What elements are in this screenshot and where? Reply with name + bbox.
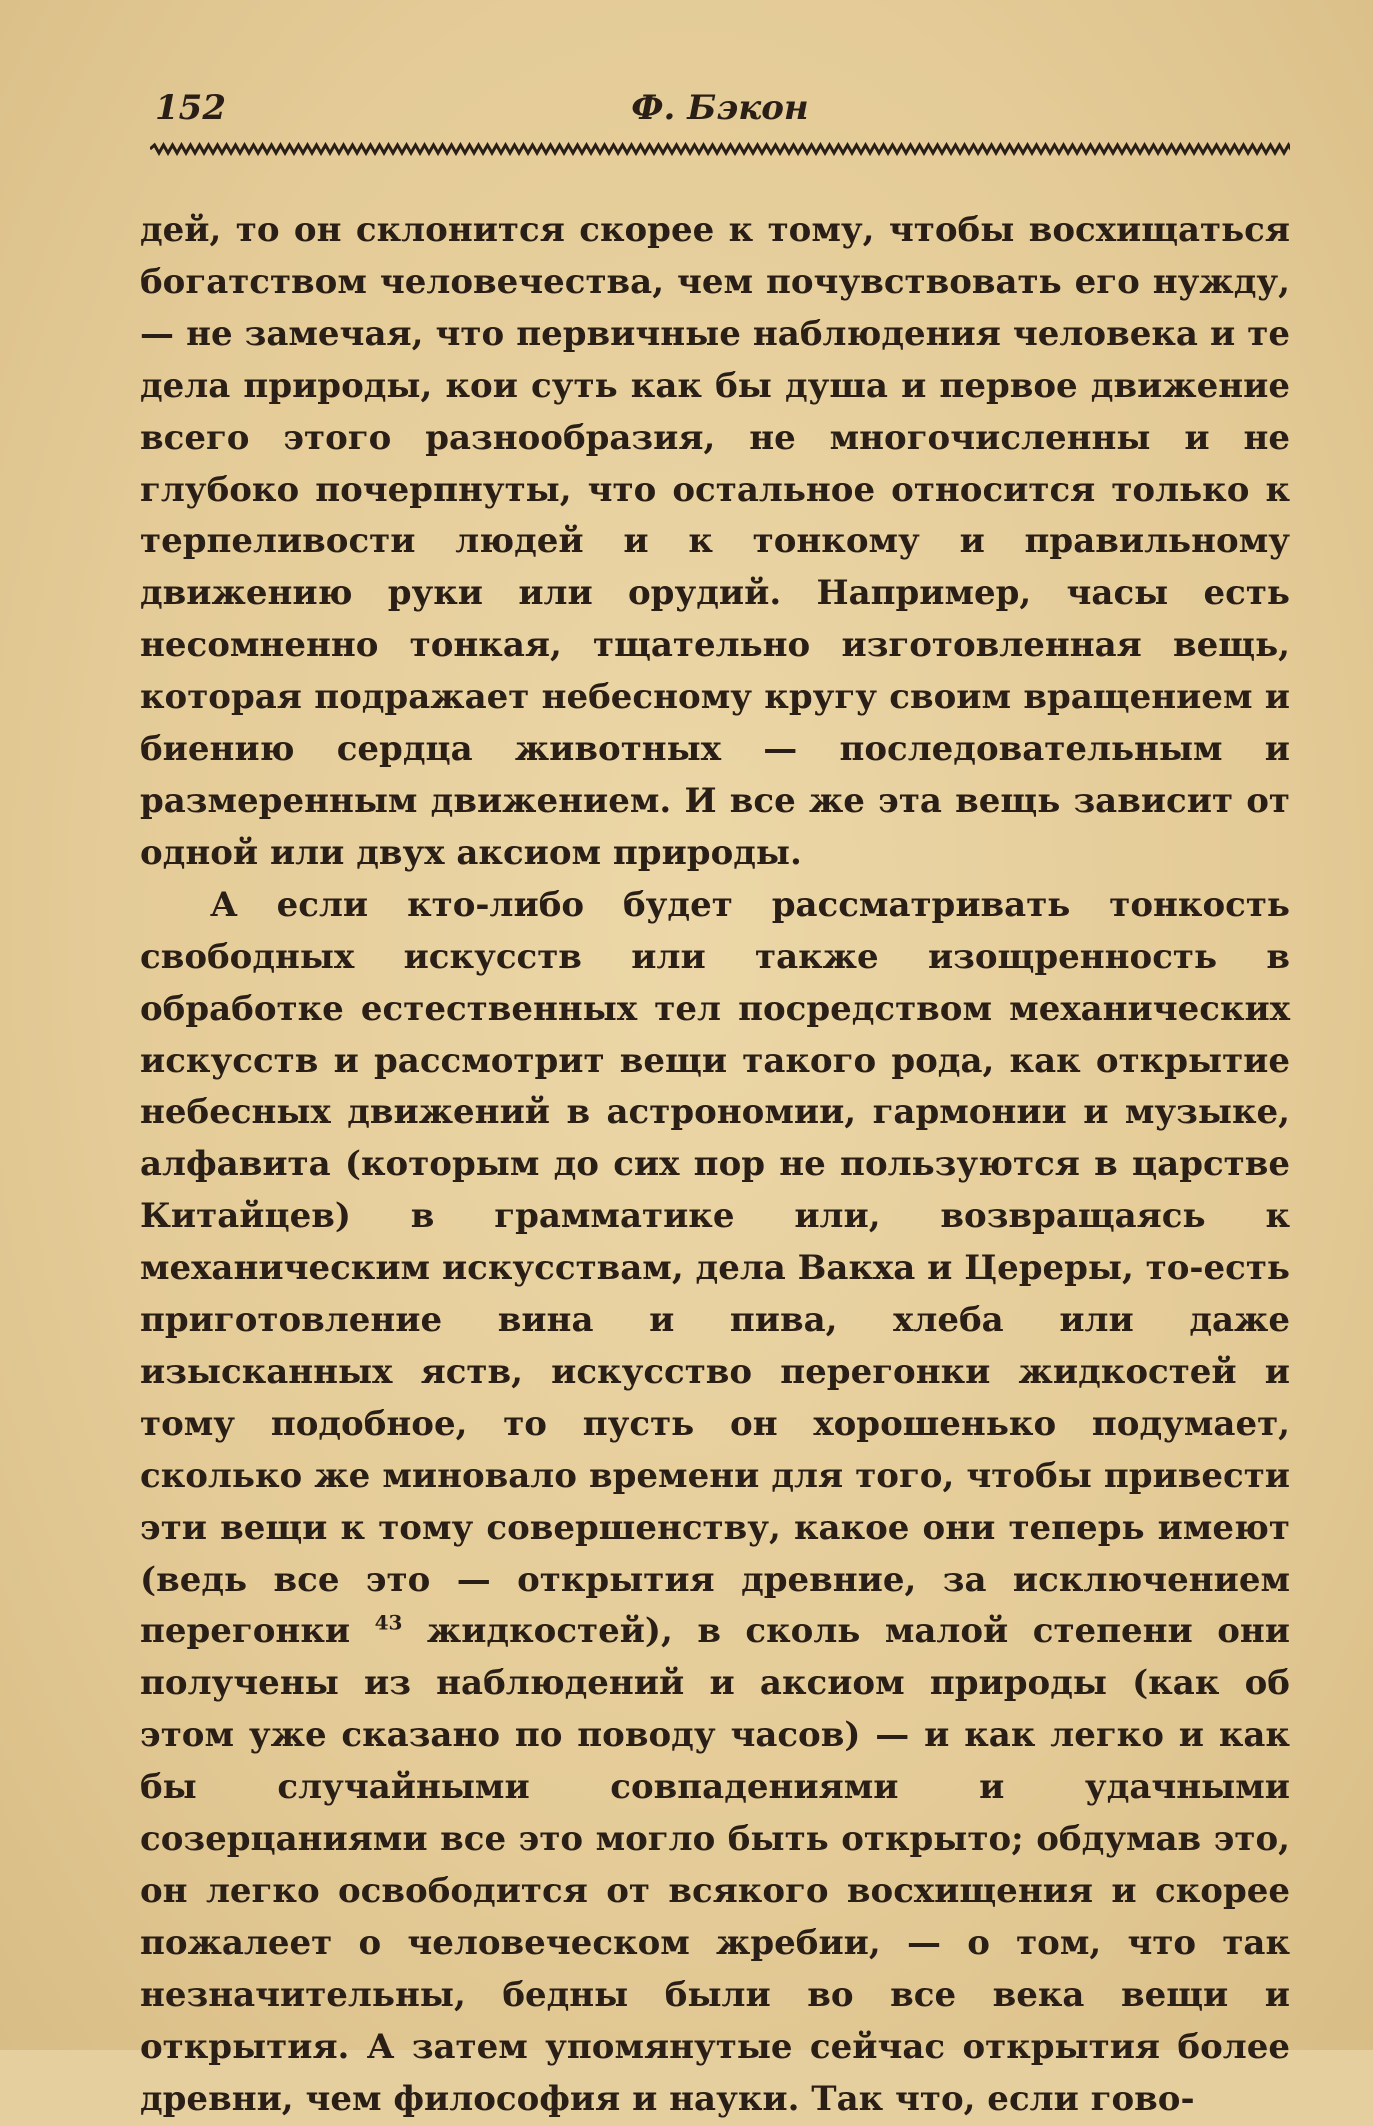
running-head: Ф. Бэкон bbox=[631, 88, 809, 128]
page-header bbox=[155, 88, 1285, 138]
decorative-wavy-rule bbox=[150, 142, 1290, 156]
footnote-reference: 43 bbox=[374, 1611, 403, 1636]
paragraph-2-text-before: А если кто-либо будет рассматривать тонкость свободных искусств или также изощренность в обработке естественных тел посредством механических искусств и рассмотрит вещи такого рода, как открытие небесных движений в астрономии, гармонии и музыке, алфавита (которым до сих пор не пользуются в царстве Китайцев) в грамматике или, возвращаясь к механическим искусствам, дела Вакха и Цереры, то-есть приготовление вина и пива, хлеба или даже изысканных яств, искусство перегонки жидкостей и тому подобное, то пусть он хорошенько подумает, сколько же миновало времени для того, чтобы привести эти вещи к тому совершенству, какое они теперь имеют (ведь все это — открытия древние, за исключением перегонки bbox=[140, 884, 1290, 1652]
paragraph-2-text-after: жидкостей), в сколь малой степени они получены из наблюдений и аксиом природы (как об этом уже сказано по поводу часов) — и как легко и как бы случайными совпадениями и удачными созерцаниями все это могло быть открыто; обдумав это, он легко освободится от всякого восхищения и скорее пожалеет о человеческом жребии, — о том, что так незначительны, бедны были во все века вещи и открытия. А затем упомянутые сейчас открытия более древни, чем философия и науки. Так что, если гово- bbox=[140, 1611, 1291, 2119]
paragraph-2 bbox=[140, 880, 1290, 2126]
paragraph-1: дей, то он склонится скорее к тому, чтобы восхищаться богатством человечества, чем почувствовать его нужду, — не замечая, что первичные наблюдения человека и те дела природы, кои суть как бы душа и первое движение всего этого разнообразия, не многочисленны и не глубоко почерпнуты, что остальное относится только к терпеливости людей и к тонкому и правильному движению руки или орудий. Например, часы есть несомненно тонкая, тщательно изготовленная вещь, которая подражает небесному кругу своим вращением и биению сердца животных — последовательным и размеренным движением. И все же эта вещь зависит от одной или двух аксиом природы. bbox=[140, 210, 1290, 873]
body-text bbox=[140, 205, 1290, 2126]
page-number: 152 bbox=[155, 88, 226, 128]
